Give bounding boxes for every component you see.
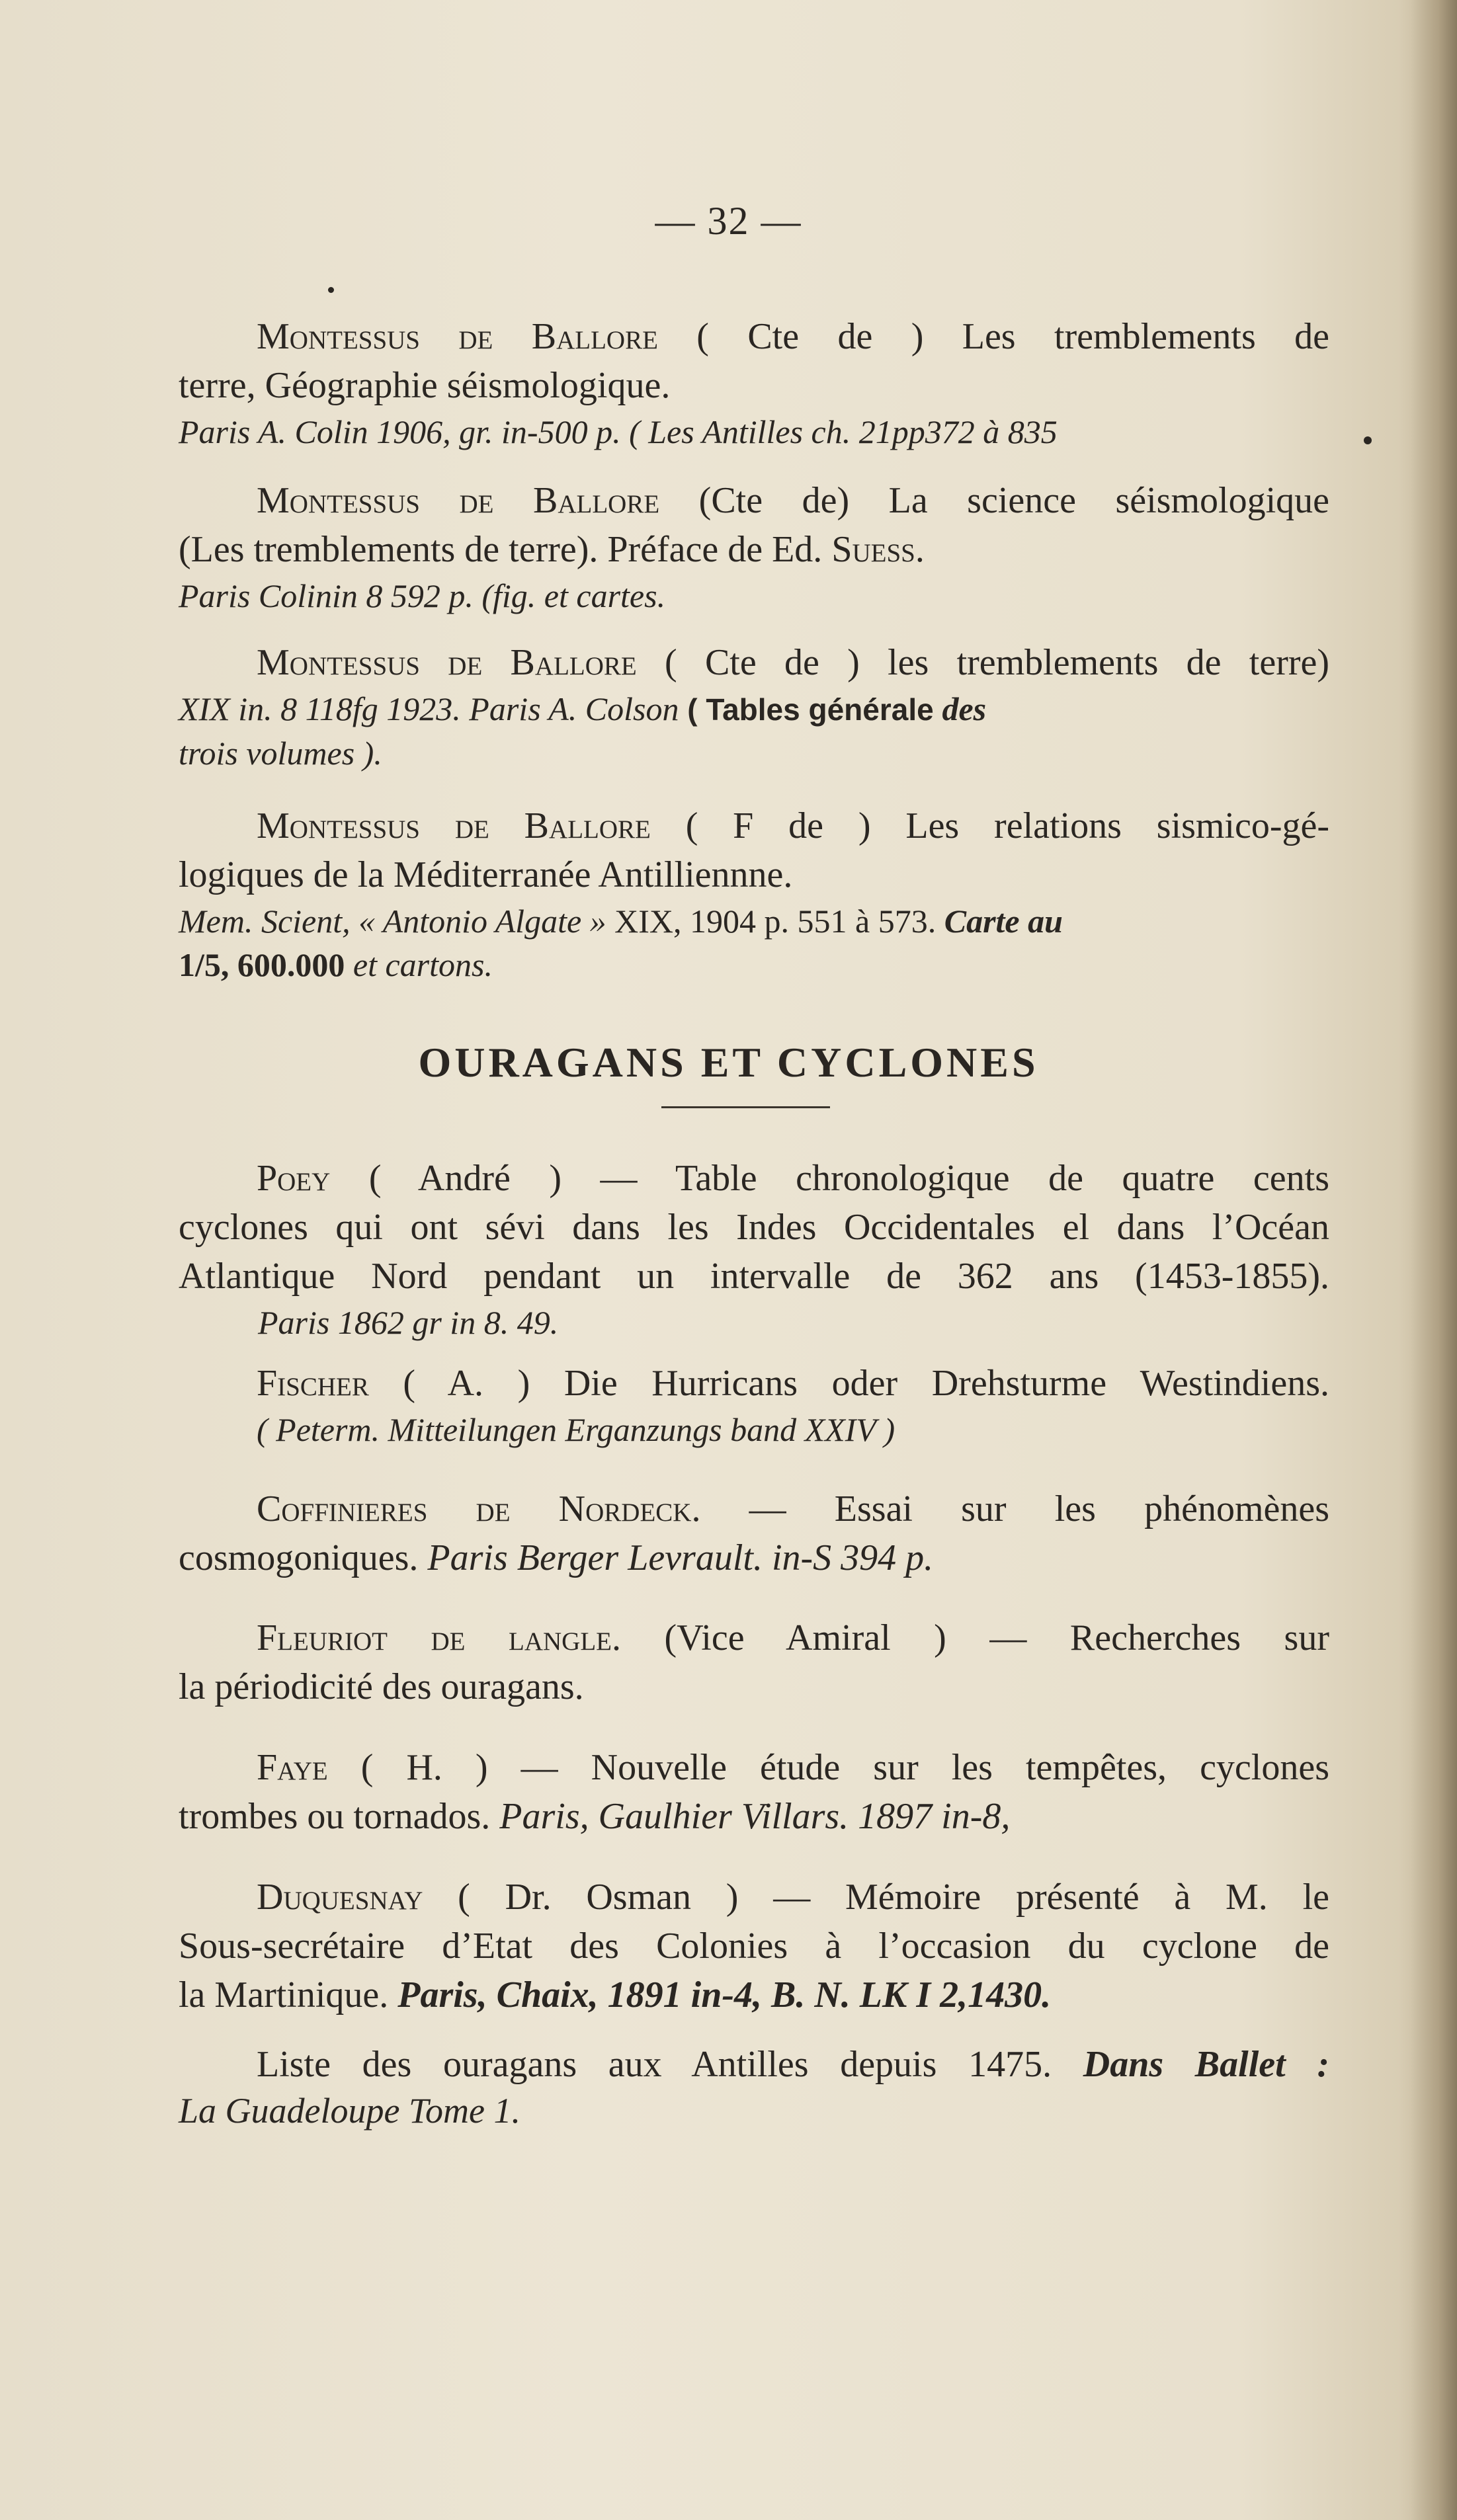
bibliography-entry — [179, 801, 1329, 987]
entry-reference: Paris 1862 gr in 8. 49. — [258, 1304, 559, 1341]
bibliography-entry — [179, 1359, 1329, 1451]
entry-line: Montessus de Ballore ( Cte de ) les tremblements de terre) — [257, 642, 1330, 683]
author-name: Duquesnay — [257, 1877, 423, 1918]
entry-reference: La Guadeloupe Tome 1. — [179, 2091, 521, 2131]
entry-line: la Martinique. Paris, Chaix, 1891 in-4, B. N. LK I 2,1430. — [179, 1974, 1052, 2015]
entry-line: Sous-secrétaire d’Etat des Colonies à l’occasion du cyclone de — [179, 1926, 1329, 1967]
page-edge-shadow — [1411, 0, 1457, 2520]
entry-line: Poey ( André ) — Table chronologique de quatre cents — [257, 1158, 1329, 1199]
entry-line: Montessus de Ballore (Cte de) La science séismologique — [257, 480, 1329, 521]
bibliography-entry — [179, 1873, 1329, 2019]
entry-reference: XIX in. 8 118fg 1923. Paris A. Colson ( Tables générale des — [179, 690, 987, 727]
section-divider — [661, 1106, 830, 1108]
entry-reference: ( Peterm. Mitteilungen Erganzungs band XXIV ) — [257, 1411, 895, 1448]
author-name: Montessus de Ballore — [257, 805, 651, 846]
bibliography-entry — [179, 1613, 1329, 1711]
entry-line: Faye ( H. ) — Nouvelle étude sur les tempêtes, cyclones — [257, 1747, 1329, 1788]
entry-line: Liste des ouragans aux Antilles depuis 1475. Dans Ballet : — [257, 2044, 1329, 2085]
entry-line: Atlantique Nord pendant un intervalle de 362 ans (1453-1855). — [179, 1256, 1329, 1297]
entry-reference: trois volumes ). — [179, 735, 382, 772]
author-name: Fleuriot de langle. — [257, 1617, 621, 1658]
entry-reference: Paris A. Colin 1906, gr. in-500 p. ( Les Antilles ch. 21pp372 à 835 — [179, 413, 1058, 450]
author-name: Fischer — [257, 1363, 369, 1404]
ink-speck — [328, 287, 334, 293]
entry-line: logiques de la Méditerranée Antilliennne. — [179, 854, 793, 895]
section-title: OURAGANS ET CYCLONES — [418, 1039, 1039, 1086]
bibliography-entry — [179, 476, 1329, 618]
entry-line: Fischer ( A. ) Die Hurricans oder Drehsturme Westindiens. — [257, 1363, 1329, 1404]
author-name: Poey — [257, 1158, 331, 1199]
entry-reference: Paris Colinin 8 592 p. (fig. et cartes. — [179, 577, 666, 614]
entry-line: cosmogoniques. Paris Berger Levrault. in-S 394 p. — [179, 1537, 934, 1578]
author-name: Montessus de Ballore — [257, 316, 658, 357]
entry-line: Montessus de Ballore ( F de ) Les relations sismico-gé- — [257, 805, 1329, 846]
entry-line: Coffinieres de Nordeck. — Essai sur les phénomènes — [257, 1488, 1330, 1529]
author-name: Coffinieres de Nordeck. — [257, 1488, 701, 1529]
page-number: — 32 — — [655, 199, 802, 243]
bibliography-entry — [179, 1154, 1329, 1344]
ink-speck — [1364, 436, 1372, 444]
entry-line: terre, Géographie séismologique. — [179, 365, 671, 406]
bibliography-entry — [179, 1484, 1329, 1582]
entry-line: Montessus de Ballore ( Cte de ) Les tremblements de — [257, 316, 1330, 357]
bibliography-entry — [179, 638, 1329, 775]
bibliography-entry — [179, 1743, 1329, 1841]
entry-line: cyclones qui ont sévi dans les Indes Occidentales el dans l’Océan — [179, 1207, 1329, 1248]
bibliography-entry — [179, 2040, 1329, 2133]
entry-line: trombes ou tornados. Paris, Gaulhier Villars. 1897 in-8, — [179, 1796, 1011, 1837]
entry-reference: Mem. Scient, « Antonio Algate » XIX, 1904 p. 551 à 573. Carte au — [179, 903, 1063, 940]
entry-line: la périodicité des ouragans. — [179, 1666, 584, 1707]
author-name: Faye — [257, 1747, 328, 1788]
entry-line: Fleuriot de langle. (Vice Amiral ) — Recherches sur — [257, 1617, 1329, 1658]
author-name: Montessus de Ballore — [257, 480, 660, 521]
bibliography-entry — [179, 312, 1329, 454]
entry-reference: 1/5, 600.000 et cartons. — [179, 946, 493, 983]
entry-line: Duquesnay ( Dr. Osman ) — Mémoire présenté à M. le — [257, 1877, 1329, 1918]
entry-line: (Les tremblements de terre). Préface de Ed. Suess. — [179, 529, 925, 570]
author-name: Montessus de Ballore — [257, 642, 637, 683]
